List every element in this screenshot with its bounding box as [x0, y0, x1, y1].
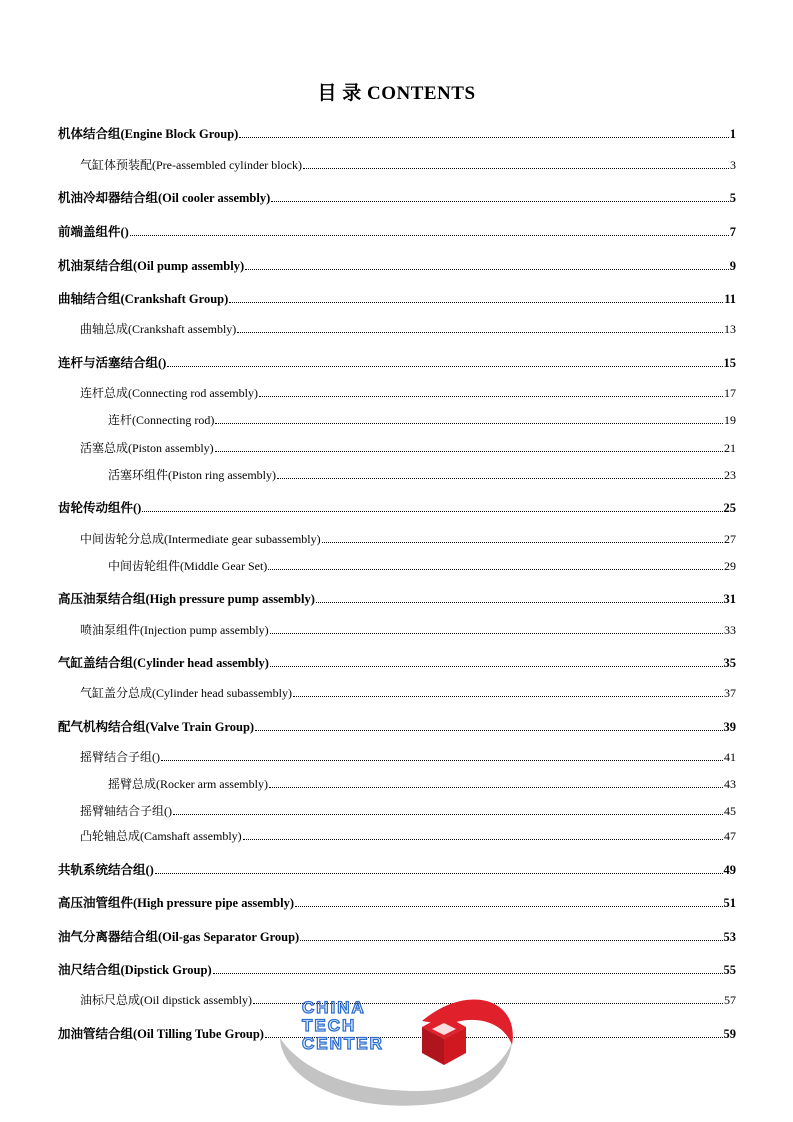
toc-entry-label: 摇臂总成(Rocker arm assembly): [108, 777, 268, 791]
toc-entry[interactable]: [108, 465, 736, 483]
toc-entry-label: 油标尺总成(Oil dipstick assembly): [80, 993, 252, 1007]
toc-entry-page: 47: [724, 829, 736, 843]
toc-entry[interactable]: [58, 653, 736, 671]
toc-entry-label: 活塞环组件(Piston ring assembly): [108, 468, 276, 482]
toc-entry[interactable]: [58, 256, 736, 274]
toc-entry[interactable]: [58, 860, 736, 878]
leader-dots: [268, 569, 723, 570]
toc-entry[interactable]: [58, 188, 736, 206]
toc-entry-label: 高压油泵结合组(High pressure pump assembly): [58, 592, 315, 606]
toc-entry[interactable]: [108, 410, 736, 428]
toc-entry-page: 53: [723, 930, 736, 944]
leader-dots: [173, 814, 723, 815]
toc-entry-page: 29: [724, 559, 736, 573]
toc-entry-page: 7: [729, 225, 736, 239]
toc-entry-label: 凸轮轴总成(Camshaft assembly): [80, 829, 242, 843]
toc-entry-label: 高压油管组件(High pressure pipe assembly): [58, 896, 295, 910]
toc-entry-page: 45: [724, 804, 736, 818]
watermark-cube-icon: [422, 1015, 466, 1065]
leader-dots: [316, 602, 723, 603]
toc-entry-page: 39: [723, 720, 736, 734]
toc-entry-page: 23: [724, 468, 736, 482]
toc-entry[interactable]: [80, 826, 736, 844]
toc-entry-label: 油气分离器结合组(Oil-gas Separator Group): [58, 930, 300, 944]
toc-entry-label: 机油冷却器结合组(Oil cooler assembly): [58, 191, 271, 205]
toc-entry-label: 油尺结合组(Dipstick Group): [58, 963, 212, 977]
leader-dots: [277, 478, 723, 479]
toc-entry[interactable]: [80, 801, 736, 819]
leader-dots: [270, 666, 723, 667]
leader-dots: [213, 973, 723, 974]
toc-entry-page: 43: [724, 777, 736, 791]
toc-entry-page: 37: [724, 686, 736, 700]
toc-entry-label: 摇臂结合子组(): [80, 750, 160, 764]
leader-dots: [293, 696, 723, 697]
toc-entry-label: 机体结合组(Engine Block Group): [58, 127, 239, 141]
toc-entry-label: 前端盖组件(): [58, 225, 129, 239]
leader-dots: [215, 451, 723, 452]
toc-entry[interactable]: [58, 222, 736, 240]
toc-entry-label: 中间齿轮组件(Middle Gear Set): [108, 559, 268, 573]
toc-entry-page: 41: [724, 750, 736, 764]
toc-entry-label: 摇臂轴结合子组(): [80, 804, 172, 818]
leader-dots: [271, 201, 728, 202]
toc-entry-label: 气缸盖结合组(Cylinder head assembly): [58, 656, 269, 670]
toc-entry-page: 57: [724, 993, 736, 1007]
toc-entry[interactable]: [80, 383, 736, 401]
toc-entry[interactable]: [80, 319, 736, 337]
toc-entry-page: 27: [724, 532, 736, 546]
toc-entry[interactable]: [58, 124, 736, 142]
page-title: 目 录 CONTENTS: [317, 83, 476, 104]
toc-entry-page: 13: [724, 322, 736, 336]
leader-dots: [300, 940, 722, 941]
toc-entry-page: 59: [723, 1027, 736, 1041]
toc-entry[interactable]: [58, 893, 736, 911]
toc-entry-label: 气缸盖分总成(Cylinder head subassembly): [80, 686, 292, 700]
toc-entry-page: 21: [724, 441, 736, 455]
toc-entry-label: 齿轮传动组件(): [58, 501, 142, 515]
watermark-text-line1: CHINA: [302, 998, 366, 1017]
toc-entry-page: 3: [730, 158, 736, 172]
toc-entry-page: 5: [729, 191, 736, 205]
leader-dots: [142, 511, 722, 512]
toc-entry-page: 35: [723, 656, 736, 670]
leader-dots: [215, 423, 723, 424]
leader-dots: [237, 332, 723, 333]
toc-entry[interactable]: [80, 620, 736, 638]
toc-entry-label: 共轨系统结合组(): [58, 863, 154, 877]
leader-dots: [243, 839, 723, 840]
toc-entry[interactable]: [58, 960, 736, 978]
toc-entry-label: 曲轴结合组(Crankshaft Group): [58, 292, 229, 306]
toc-entry-label: 机油泵结合组(Oil pump assembly): [58, 259, 245, 273]
toc-entry-label: 喷油泵组件(Injection pump assembly): [80, 623, 269, 637]
leader-dots: [239, 137, 728, 138]
toc-entry[interactable]: [108, 556, 736, 574]
watermark-text-line3: CENTER: [302, 1034, 384, 1053]
toc-entry-page: 15: [723, 356, 736, 370]
toc-entry[interactable]: [58, 289, 736, 307]
leader-dots: [155, 873, 723, 874]
toc-entry-page: 9: [729, 259, 736, 273]
leader-dots: [259, 396, 723, 397]
toc-entry-label: 连杆与活塞结合组(): [58, 356, 167, 370]
toc-entry-page: 51: [723, 896, 736, 910]
toc-entry[interactable]: [108, 774, 736, 792]
toc-entry-page: 17: [724, 386, 736, 400]
china-tech-center-watermark: [272, 983, 522, 1113]
toc-entry[interactable]: [58, 353, 736, 371]
toc-entry-page: 19: [724, 413, 736, 427]
leader-dots: [303, 168, 729, 169]
toc-entry[interactable]: [58, 498, 736, 516]
toc-entry-label: 活塞总成(Piston assembly): [80, 441, 214, 455]
toc-entry-page: 55: [723, 963, 736, 977]
toc-entry-label: 中间齿轮分总成(Intermediate gear subassembly): [80, 532, 321, 546]
leader-dots: [295, 906, 722, 907]
toc-entry-label: 气缸体预装配(Pre-assembled cylinder block): [80, 158, 302, 172]
leader-dots: [229, 302, 723, 303]
toc-entry-page: 31: [723, 592, 736, 606]
leader-dots: [270, 633, 723, 634]
leader-dots: [322, 542, 723, 543]
leader-dots: [167, 366, 722, 367]
toc-entry[interactable]: [80, 438, 736, 456]
toc-entry[interactable]: [80, 529, 736, 547]
toc-entry[interactable]: [80, 683, 736, 701]
toc-entry-label: 连杆总成(Connecting rod assembly): [80, 386, 258, 400]
toc-entry[interactable]: [80, 747, 736, 765]
toc-entry-label: 配气机构结合组(Valve Train Group): [58, 720, 255, 734]
toc-entry-label: 连杆(Connecting rod): [108, 413, 215, 427]
toc-entry[interactable]: [58, 589, 736, 607]
leader-dots: [255, 730, 722, 731]
leader-dots: [130, 235, 729, 236]
leader-dots: [161, 760, 723, 761]
toc-entry[interactable]: [58, 717, 736, 735]
toc-entry-page: 1: [729, 127, 736, 141]
leader-dots: [269, 787, 723, 788]
toc-entry-page: 25: [723, 501, 736, 515]
watermark-text-line2: TECH: [302, 1016, 357, 1035]
toc-entry-page: 11: [724, 292, 736, 306]
toc-entry-page: 33: [724, 623, 736, 637]
toc-entry-label: 加油管结合组(Oil Tilling Tube Group): [58, 1027, 264, 1041]
leader-dots: [245, 269, 729, 270]
toc-entry[interactable]: [80, 155, 736, 173]
toc-entry-page: 49: [723, 863, 736, 877]
toc-entry-label: 曲轴总成(Crankshaft assembly): [80, 322, 237, 336]
toc-entry[interactable]: [58, 927, 736, 945]
